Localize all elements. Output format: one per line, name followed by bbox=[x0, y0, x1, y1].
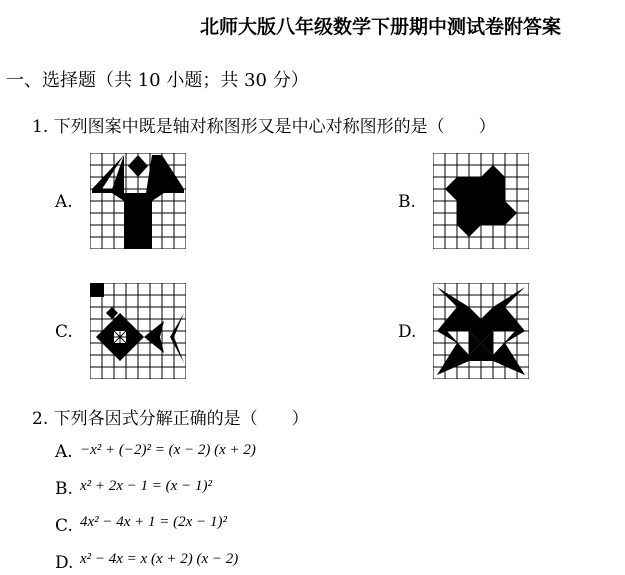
q2-option-d-expression: x² − 4x = x (x + 2) (x − 2) bbox=[80, 551, 239, 567]
document-title: 北师大版八年级数学下册期中测试卷附答案 bbox=[200, 16, 562, 38]
q1-figure-c bbox=[90, 283, 186, 379]
question-2-stem: 2. 下列各因式分解正确的是（ ） bbox=[32, 409, 309, 429]
q1-option-a-label: A. bbox=[55, 192, 73, 212]
q2-option-b-expression: x² + 2x − 1 = (x − 1)² bbox=[80, 478, 212, 494]
q1-figure-b bbox=[433, 153, 529, 249]
q1-option-d-label: D. bbox=[398, 322, 417, 342]
q2-option-d-label: D. bbox=[55, 553, 74, 573]
q1-option-c-label: C. bbox=[55, 322, 73, 342]
q2-option-a-expression: −x² + (−2)² = (x − 2) (x + 2) bbox=[80, 442, 256, 458]
question-1-stem: 1. 下列图案中既是轴对称图形又是中心对称图形的是（ ） bbox=[32, 117, 496, 137]
q2-option-a-label: A. bbox=[55, 442, 73, 462]
q2-option-c-label: C. bbox=[55, 516, 73, 536]
q1-figure-a bbox=[90, 153, 186, 249]
section-heading: 一、选择题（共 10 小题；共 30 分） bbox=[6, 70, 309, 91]
q1-figure-d bbox=[433, 283, 529, 379]
q2-option-c-expression: 4x² − 4x + 1 = (2x − 1)² bbox=[80, 514, 227, 530]
q1-option-b-label: B. bbox=[398, 192, 416, 212]
q2-option-b-label: B. bbox=[55, 479, 73, 499]
